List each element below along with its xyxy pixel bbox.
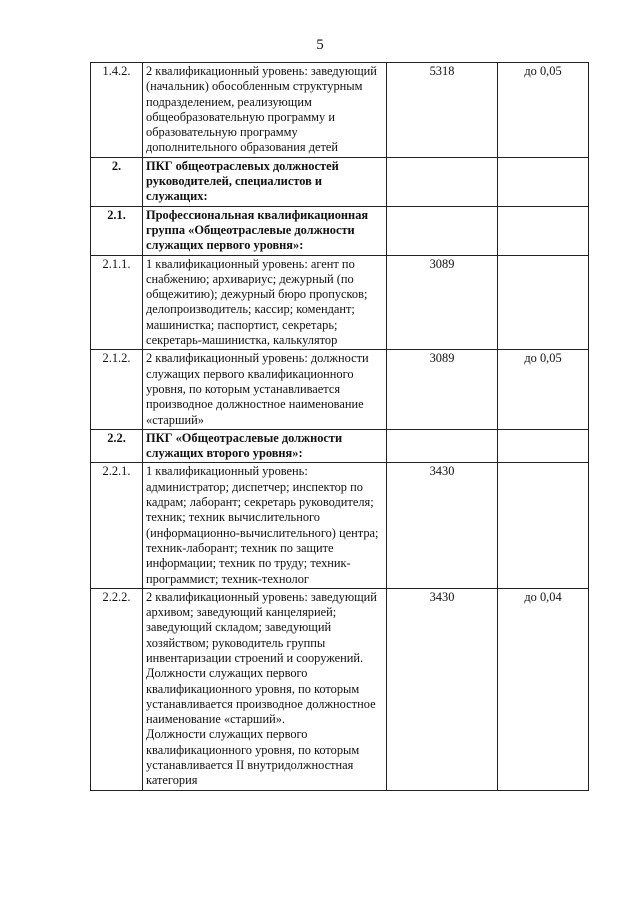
description-paragraph: ПКГ «Общеотраслевые должности служащих второго уровня»: <box>146 430 343 461</box>
table-row <box>91 206 589 255</box>
description-paragraph: 2 квалификационный уровень: должности служащих первого квалификационного уровня, по которым устанавливается производное должностное наименование «старший» <box>146 351 369 427</box>
row-number: 2.1.2. <box>91 350 143 429</box>
table-row <box>91 255 589 350</box>
table-row <box>91 63 589 158</box>
coefficient: до 0,05 <box>498 350 589 429</box>
description-paragraph: 1 квалификационный уровень: агент по снабжению; архивариус; дежурный (по общежитию); дежурный бюро пропусков; делопроизводитель; кассир; комендант; машинистка; паспортист, секретарь; секретарь-машинистка, калькулятор <box>146 256 368 348</box>
coefficient <box>498 157 589 206</box>
table-row <box>91 463 589 588</box>
row-number: 2.2. <box>91 429 143 463</box>
description-paragraph: 2 квалификационный уровень: заведующий (начальник) обособленным структурным подразделением, реализующим общеобразовательную программу и образовательную программу дополнительного образования детей <box>146 64 377 155</box>
row-number: 2. <box>91 157 143 206</box>
table-body <box>91 63 589 791</box>
position-description <box>143 255 387 350</box>
description-paragraph: 1 квалификационный уровень: администратор; диспетчер; инспектор по кадрам; лаборант; секретарь руководителя; техник; техник вычислительного (информационно-вычислительного) центра; техник-лаборант; техник по защите информации; техник по труду; техник-программист; техник-технолог <box>146 464 379 586</box>
description-paragraph: 2 квалификационный уровень: заведующий архивом; заведующий канцелярией; заведующий складом; заведующий хозяйством; руководитель группы инвентаризации строений и сооружений. <box>146 589 377 665</box>
page-number: 5 <box>316 37 324 53</box>
table-row <box>91 429 589 463</box>
base-salary: 3430 <box>387 588 498 790</box>
base-salary: 3089 <box>387 350 498 429</box>
position-description <box>143 588 387 790</box>
base-salary: 5318 <box>387 63 498 158</box>
table-row <box>91 350 589 429</box>
coefficient: до 0,05 <box>498 63 589 158</box>
qualification-table <box>90 62 589 791</box>
row-number: 2.1. <box>91 206 143 255</box>
base-salary <box>387 206 498 255</box>
row-number: 2.2.2. <box>91 588 143 790</box>
position-description <box>143 63 387 158</box>
base-salary <box>387 429 498 463</box>
position-description <box>143 429 387 463</box>
description-paragraph: Должности служащих первого квалификационного уровня, по которым устанавливается производное должностное наименование «старший». <box>146 666 376 727</box>
description-paragraph: Должности служащих первого квалификационного уровня, по которым устанавливается II внутридолжностная категория <box>146 727 360 788</box>
description-paragraph: ПКГ общеотраслевых должностей руководителей, специалистов и служащих: <box>146 158 339 204</box>
row-number: 1.4.2. <box>91 63 143 158</box>
position-description <box>143 350 387 429</box>
coefficient <box>498 429 589 463</box>
coefficient <box>498 206 589 255</box>
coefficient: до 0,04 <box>498 588 589 790</box>
coefficient <box>498 463 589 588</box>
base-salary: 3430 <box>387 463 498 588</box>
row-number: 2.1.1. <box>91 255 143 350</box>
table-row <box>91 157 589 206</box>
coefficient <box>498 255 589 350</box>
base-salary <box>387 157 498 206</box>
base-salary: 3089 <box>387 255 498 350</box>
row-number: 2.2.1. <box>91 463 143 588</box>
position-description <box>143 157 387 206</box>
position-description <box>143 206 387 255</box>
description-paragraph: Профессиональная квалификационная группа «Общеотраслевые должности служащих первого уровня»: <box>146 207 369 253</box>
position-description <box>143 463 387 588</box>
table-row <box>91 588 589 790</box>
